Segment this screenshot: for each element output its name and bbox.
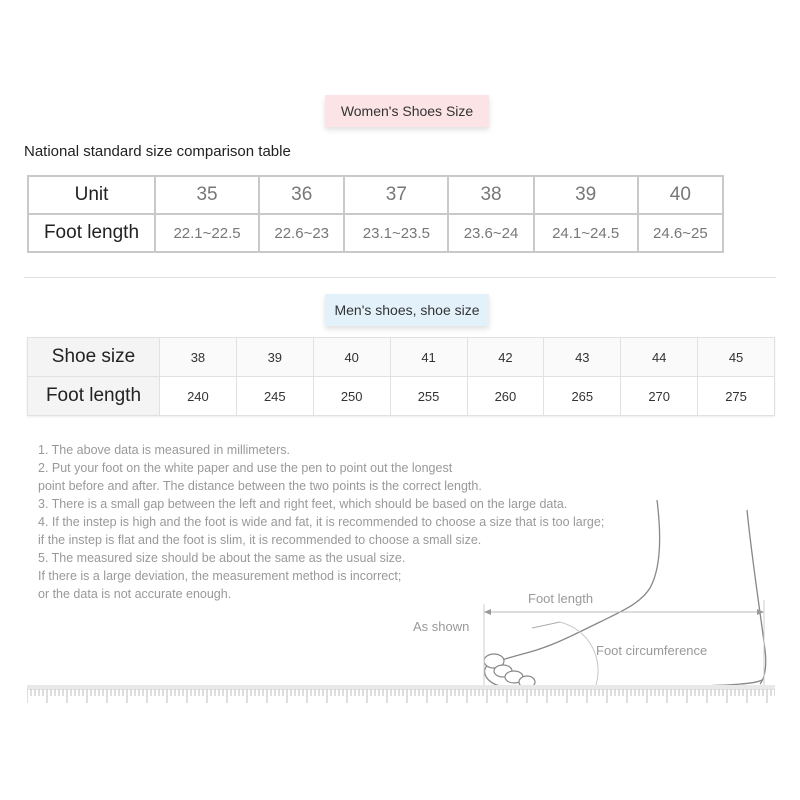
men-size-cell: 44 <box>621 338 698 377</box>
women-size-cell: 38 <box>448 176 533 214</box>
note-line: If there is a large deviation, the measurement method is incorrect; <box>38 569 402 583</box>
foot-outline <box>485 500 762 688</box>
as-shown-arrow <box>532 622 560 628</box>
men-length-cell: 275 <box>698 377 775 416</box>
women-size-cell: 35 <box>155 176 259 214</box>
men-length-cell: 240 <box>160 377 237 416</box>
men-length-cell: 245 <box>236 377 313 416</box>
as-shown-label: As shown <box>413 619 470 634</box>
women-length-cell: 24.6~25 <box>638 214 723 252</box>
women-foot-length-label: Foot length <box>28 214 155 252</box>
women-length-cell: 22.1~22.5 <box>155 214 259 252</box>
men-size-title: Men's shoes, shoe size <box>325 294 489 326</box>
men-size-cell: 38 <box>160 338 237 377</box>
men-size-row <box>28 338 775 377</box>
note-line: 2. Put your foot on the white paper and use the pen to point out the longest <box>38 461 453 475</box>
note-line: or the data is not accurate enough. <box>38 587 232 601</box>
women-length-cell: 22.6~23 <box>259 214 344 252</box>
ruler <box>27 685 775 707</box>
women-size-cell: 40 <box>638 176 723 214</box>
men-length-row <box>28 377 775 416</box>
men-length-cell: 265 <box>544 377 621 416</box>
section-divider <box>24 277 776 278</box>
women-length-cell: 23.1~23.5 <box>344 214 448 252</box>
men-length-cell: 260 <box>467 377 544 416</box>
men-size-cell: 39 <box>236 338 313 377</box>
women-length-cell: 24.1~24.5 <box>534 214 638 252</box>
men-length-cell: 255 <box>390 377 467 416</box>
men-size-cell: 43 <box>544 338 621 377</box>
men-size-cell: 41 <box>390 338 467 377</box>
women-size-table <box>27 175 724 253</box>
women-unit-label: Unit <box>28 176 155 214</box>
men-foot-length-label: Foot length <box>28 377 160 416</box>
note-line: 3. There is a small gap between the left and right feet, which should be based on the large data. <box>38 497 568 511</box>
foot-circumference-label: Foot circumference <box>596 643 708 658</box>
foot-length-diagram-label: Foot length <box>528 591 594 606</box>
size-table-subtitle: National standard size comparison table <box>24 143 291 160</box>
note-line: if the instep is flat and the foot is slim, it is recommended to choose a small size. <box>38 533 482 547</box>
note-line: 4. If the instep is high and the foot is wide and fat, it is recommended to choose a size that is too large; <box>38 515 605 529</box>
heel-outline <box>747 510 766 684</box>
ruler-ticks <box>27 689 775 703</box>
arrow-left-icon <box>484 609 491 615</box>
note-line: point before and after. The distance between the two points is the correct length. <box>38 479 482 493</box>
women-size-row <box>28 176 723 214</box>
men-length-cell: 250 <box>313 377 390 416</box>
foot-diagram <box>0 500 800 690</box>
women-size-cell: 36 <box>259 176 344 214</box>
women-size-title: Women's Shoes Size <box>325 95 489 127</box>
men-shoe-size-label: Shoe size <box>28 338 160 377</box>
women-length-row <box>28 214 723 252</box>
men-size-table <box>27 337 775 416</box>
men-size-cell: 45 <box>698 338 775 377</box>
note-line: 1. The above data is measured in millimeters. <box>38 443 290 457</box>
women-size-cell: 39 <box>534 176 638 214</box>
men-size-cell: 40 <box>313 338 390 377</box>
men-length-cell: 270 <box>621 377 698 416</box>
women-length-cell: 23.6~24 <box>448 214 533 252</box>
note-line: 5. The measured size should be about the same as the usual size. <box>38 551 406 565</box>
men-size-cell: 42 <box>467 338 544 377</box>
women-size-cell: 37 <box>344 176 448 214</box>
